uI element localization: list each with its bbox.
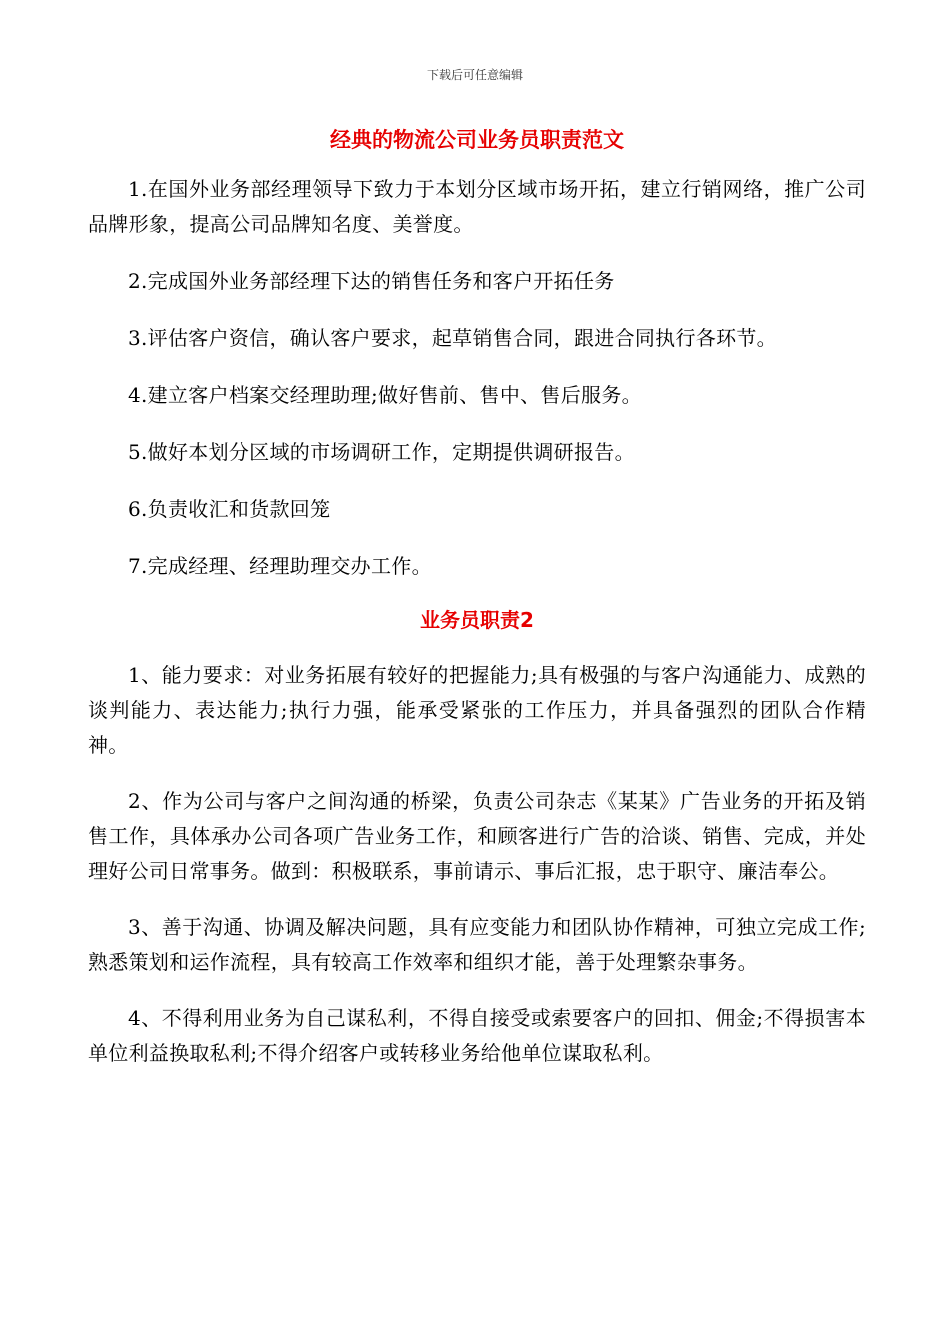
- document-body: [88, 118, 866, 1092]
- section1-item-2: 2.完成国外业务部经理下达的销售任务和客户开拓任务: [128, 269, 615, 293]
- document-title: 经典的物流公司业务员职责范文: [330, 128, 624, 152]
- section1-item-1: 1.在国外业务部经理领导下致力于本划分区域市场开拓，建立行销网络，推广公司品牌形象，提高公司品牌知名度、美誉度。: [88, 177, 866, 236]
- section2-title: 业务员职责2: [420, 608, 534, 632]
- section2-item-2: 2、作为公司与客户之间沟通的桥梁，负责公司杂志《某某》广告业务的开拓及销售工作，具体承办公司各项广告业务工作，和顾客进行广告的洽谈、销售、完成，并处理好公司日常事务。做到：积极联系，事前请示、事后汇报，忠于职守、廉洁奉公。: [88, 789, 866, 883]
- section2-item-3: 3、善于沟通、协调及解决问题，具有应变能力和团队协作精神，可独立完成工作;熟悉策划和运作流程，具有较高工作效率和组织才能，善于处理繁杂事务。: [88, 915, 866, 974]
- section1-item-5: 5.做好本划分区域的市场调研工作，定期提供调研报告。: [128, 440, 635, 464]
- section1-item-3: 3.评估客户资信，确认客户要求，起草销售合同，跟进合同执行各环节。: [128, 326, 777, 350]
- section2-item-1: 1、能力要求：对业务拓展有较好的把握能力;具有极强的与客户沟通能力、成熟的谈判能力、表达能力;执行力强，能承受紧张的工作压力，并具备强烈的团队合作精神。: [88, 663, 866, 757]
- section1-item-4: 4.建立客户档案交经理助理;做好售前、售中、售后服务。: [128, 383, 642, 407]
- section1-item-6: 6.负责收汇和货款回笼: [128, 497, 331, 521]
- page-header-note: 下载后可任意编辑: [426, 68, 523, 82]
- section1-item-7: 7.完成经理、经理助理交办工作。: [128, 554, 432, 578]
- section2-item-4: 4、不得利用业务为自己谋私利，不得自接受或索要客户的回扣、佣金;不得损害本单位利益换取私利;不得介绍客户或转移业务给他单位谋取私利。: [88, 1006, 866, 1065]
